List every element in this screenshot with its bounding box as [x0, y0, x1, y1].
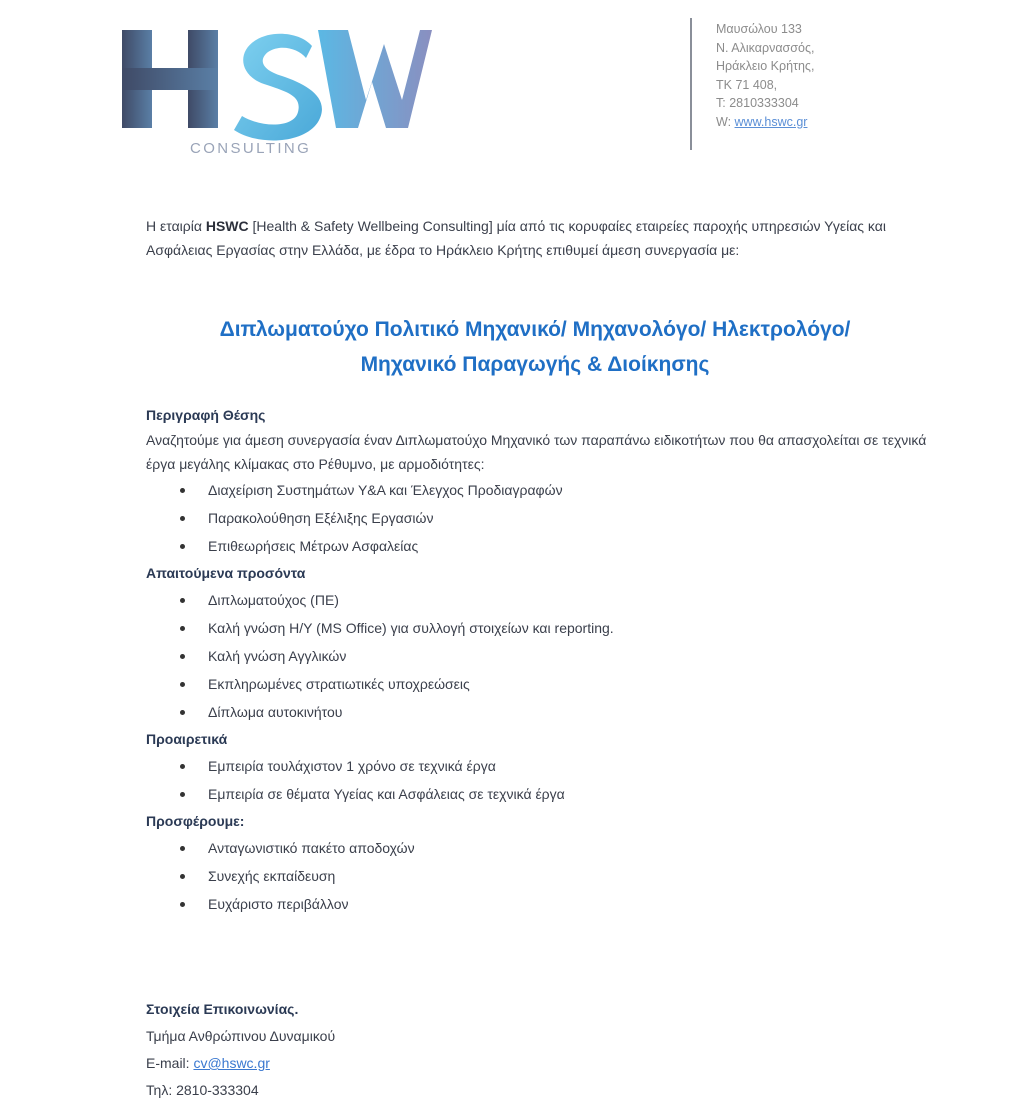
bullet-icon: [180, 598, 185, 603]
optional-list: [146, 752, 936, 808]
bullet-icon: [180, 764, 185, 769]
email-label: E-mail:: [146, 1055, 194, 1071]
offer-list: [146, 834, 936, 918]
contact-department: Τμήμα Ανθρώπινου Δυναμικού: [146, 1028, 336, 1044]
list-item: Ευχάριστο περιβάλλον: [146, 890, 936, 918]
list-item: Ανταγωνιστικό πακέτο αποδοχών: [146, 834, 936, 862]
bullet-icon: [180, 682, 185, 687]
list-item: Εμπειρία τουλάχιστον 1 χρόνο σε τεχνικά έργα: [146, 752, 936, 780]
job-title-line: Διπλωματούχο Πολιτικό Μηχανικό/ Μηχανολόγο/ Ηλεκτρολόγο/: [219, 318, 851, 341]
address-line: ΤΚ 71 408,: [716, 77, 778, 92]
website-line: [716, 113, 814, 132]
bullet-icon: [180, 902, 185, 907]
list-item: Συνεχής εκπαίδευση: [146, 862, 936, 890]
responsibilities-list: [146, 476, 936, 560]
list-item: Εκπληρωμένες στρατιωτικές υποχρεώσεις: [146, 670, 936, 698]
bullet-icon: [180, 710, 185, 715]
section-title-requirements: Απαιτούμενα προσόντα: [146, 565, 306, 581]
bullet-icon: [180, 874, 185, 879]
list-item: Διπλωματούχος (ΠΕ): [146, 586, 936, 614]
list-item: Δίπλωμα αυτοκινήτου: [146, 698, 936, 726]
list-item: Διαχείριση Συστημάτων Υ&Α και Έλεγχος Προδιαγραφών: [146, 476, 936, 504]
description-paragraph: Αναζητούμε για άμεση συνεργασία έναν Διπλωματούχο Μηχανικό των παραπάνω ειδικοτήτων που θα απασχολείται σε τεχνικά έργα μεγάλης κλίμακας στο Ρέθυμνο, με αρμοδιότητες:: [146, 432, 927, 472]
bullet-icon: [180, 792, 185, 797]
list-item: Επιθεωρήσεις Μέτρων Ασφαλείας: [146, 532, 936, 560]
requirements-list: [146, 586, 936, 726]
section-title-optional: Προαιρετικά: [146, 731, 228, 747]
bullet-icon: [180, 544, 185, 549]
job-details: [146, 402, 936, 918]
list-item: Παρακολούθηση Εξέλιξης Εργασιών: [146, 504, 936, 532]
company-logo: [122, 24, 432, 164]
section-title-offer: Προσφέρουμε:: [146, 813, 245, 829]
logo-tagline: CONSULTING: [190, 140, 312, 157]
bullet-icon: [180, 846, 185, 851]
address-line: Ηράκλειο Κρήτης,: [716, 59, 815, 74]
company-name: HSWC: [205, 218, 249, 234]
address-line: Ν. Αλικαρνασσός,: [716, 40, 815, 55]
contact-title: Στοιχεία Επικοινωνίας.: [146, 1001, 299, 1017]
intro-post: [Health & Safety Wellbeing Consulting] μία από τις κορυφαίες εταιρείες παροχής υπηρεσιών Υγείας και Ασφάλειας Εργασίας στην Ελλάδα, με έδρα το Ηράκλειο Κρήτης επιθυμεί άμεση συνεργασία με:: [146, 218, 886, 258]
job-title-line: Μηχανικό Παραγωγής & Διοίκησης: [360, 353, 710, 376]
email-link[interactable]: cv@hswc.gr: [193, 1055, 270, 1071]
intro-paragraph: [146, 214, 926, 262]
contact-phone: Τηλ: 2810-333304: [146, 1082, 259, 1098]
bullet-icon: [180, 626, 185, 631]
address-line: Μαυσώλου 133: [716, 22, 802, 36]
list-item: Καλή γνώση Αγγλικών: [146, 642, 936, 670]
phone-line: Τ: 2810333304: [716, 96, 799, 111]
company-address: [716, 20, 814, 132]
contact-email-line: [146, 1050, 335, 1077]
job-title: [120, 312, 950, 382]
website-link[interactable]: www.hswc.gr: [734, 114, 808, 129]
bullet-icon: [180, 654, 185, 659]
intro-pre: Η εταιρία: [146, 218, 206, 234]
section-title-description: Περιγραφή Θέσης: [146, 407, 266, 423]
header-divider: [690, 18, 692, 150]
list-item: Καλή γνώση Η/Υ (MS Office) για συλλογή στοιχείων και reporting.: [146, 614, 936, 642]
bullet-icon: [180, 488, 185, 493]
website-label: W:: [716, 114, 735, 129]
list-item: Εμπειρία σε θέματα Υγείας και Ασφάλειας σε τεχνικά έργα: [146, 780, 936, 808]
contact-block: [146, 996, 335, 1104]
bullet-icon: [180, 516, 185, 521]
